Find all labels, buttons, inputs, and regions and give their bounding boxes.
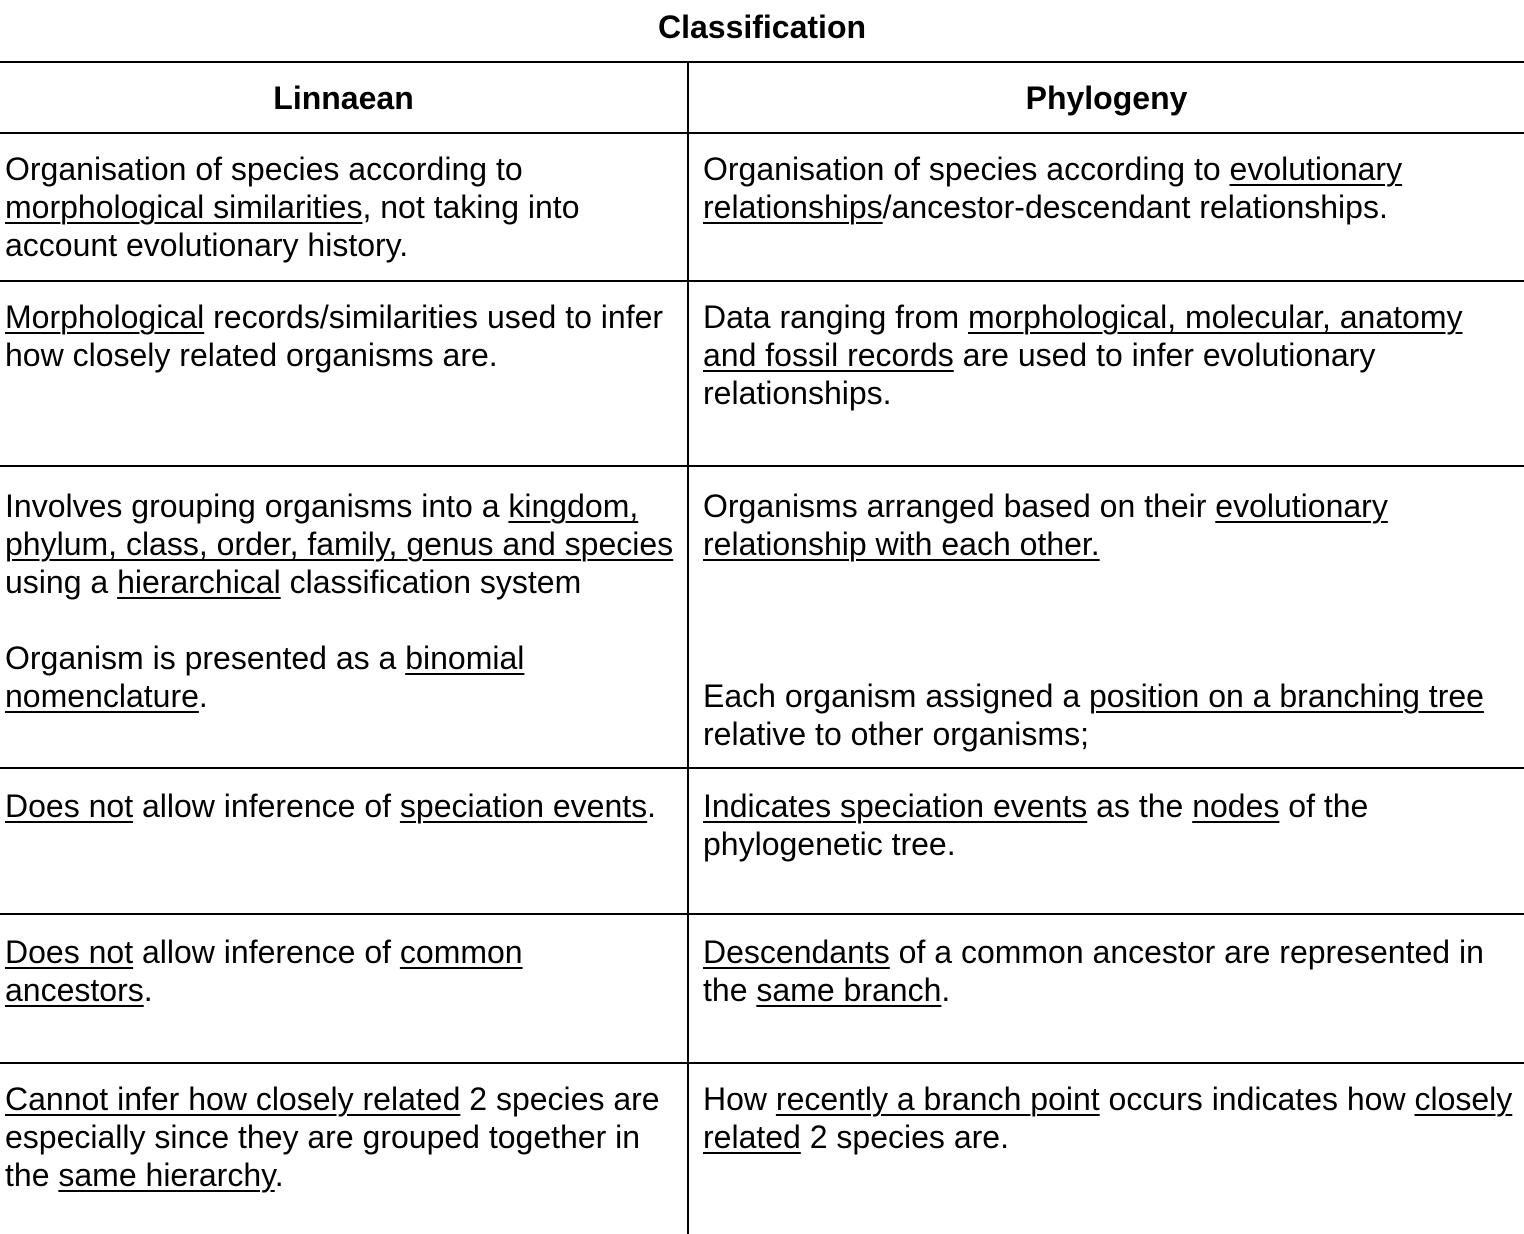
underlined-text: recently a branch point [775,1081,1100,1117]
phylogeny-cell [688,133,1524,281]
underlined-text: Does not [5,788,134,824]
text-segment: Organisation of species according to [703,151,1230,187]
linnaean-cell [0,1063,688,1234]
text-segment: of a common ancestor are represented in the [703,934,1484,1008]
phylogeny-cell [688,1063,1524,1234]
linnaean-cell [0,914,688,1063]
cell-text [0,134,687,264]
table-header-row [0,62,1524,133]
underlined-text: common ancestors [5,934,523,1008]
cell-text [689,1064,1524,1156]
underlined-text: morphological, molecular, anatomy and fossil records [703,299,1463,373]
linnaean-cell [0,281,688,466]
cell-text [689,134,1524,226]
text-segment: . [941,972,951,1008]
text-segment: occurs indicates how [1099,1081,1415,1117]
text-segment: are used to infer evolutionary relationships. [703,337,1376,411]
cell-text-secondary [5,639,677,715]
phylogeny-cell [688,281,1524,466]
text-segment: , not taking into account evolutionary history. [5,189,580,263]
text-segment: . [647,788,657,824]
underlined-text: evolutionary relationships [703,151,1403,225]
cell-text [689,915,1524,1009]
text-segment: Involves grouping organisms into a [5,488,509,524]
table-row [0,133,1524,281]
cell-text [0,769,687,825]
text-segment: records/similarities used to infer how closely related organisms are. [5,299,664,373]
text-segment: Data ranging from [703,299,969,335]
text-segment: allow inference of [133,788,400,824]
page-title: Classification [657,9,867,45]
text-segment: allow inference of [133,934,400,970]
header-phylogeny: Phylogeny [688,62,1524,133]
underlined-text: kingdom, phylum, class, order, family, genus and species [5,488,674,562]
cell-text [689,769,1524,863]
linnaean-cell [0,768,688,914]
underlined-text: evolutionary relationship with each other. [703,488,1388,562]
text-segment: Organisms arranged based on their [703,488,1216,524]
text-segment: classification system [280,564,582,600]
cell-text [0,915,687,1009]
underlined-text: Morphological [5,299,205,335]
phylogeny-cell [688,914,1524,1063]
text-segment: relative to other organisms; [703,716,1089,752]
linnaean-cell [0,466,688,768]
cell-text-secondary [703,677,1514,753]
header-linnaean: Linnaean [0,62,688,133]
table-row [0,1063,1524,1234]
text-segment: Organisation of species according to [5,151,523,187]
underlined-text: same hierarchy [58,1157,275,1193]
underlined-text: nodes [1192,788,1280,824]
table-row [0,281,1524,466]
table-row [0,466,1524,768]
text-segment: /ancestor-descendant relationships. [882,189,1388,225]
text-segment: . [274,1157,284,1193]
cell-text [703,487,1514,563]
underlined-text: morphological similarities [5,189,363,225]
table-row [0,768,1524,914]
text-segment: Organism is presented as a [5,640,406,676]
cell-content [689,467,1524,753]
text-segment: as the [1087,788,1193,824]
underlined-text: position on a branching tree [1089,678,1484,714]
cell-text [0,282,687,374]
text-segment: of the phylogenetic tree. [703,788,1369,862]
text-segment: Each organism assigned a [703,678,1089,714]
underlined-text: binomial nomenclature [5,640,525,714]
cell-text [5,487,677,601]
underlined-text: Does not [5,934,134,970]
text-segment: How [703,1081,776,1117]
text-segment: 2 species are. [800,1119,1009,1155]
text-segment: . [198,678,208,714]
text-segment: 2 species are especially since they are grouped together in the [5,1081,660,1193]
text-segment: . [143,972,153,1008]
cell-text [689,282,1524,412]
underlined-text: Indicates speciation events [703,788,1088,824]
table-row [0,914,1524,1063]
phylogeny-cell [688,768,1524,914]
underlined-text: hierarchical [117,564,281,600]
underlined-text: Cannot infer how closely related [5,1081,461,1117]
underlined-text: closely related [703,1081,1513,1155]
text-segment: using a [5,564,118,600]
cell-content [0,467,687,715]
linnaean-cell [0,133,688,281]
underlined-text: speciation events [399,788,648,824]
comparison-table [0,61,1524,1234]
phylogeny-cell [688,466,1524,768]
underlined-text: Descendants [703,934,890,970]
cell-text [0,1064,687,1194]
underlined-text: same branch [756,972,942,1008]
